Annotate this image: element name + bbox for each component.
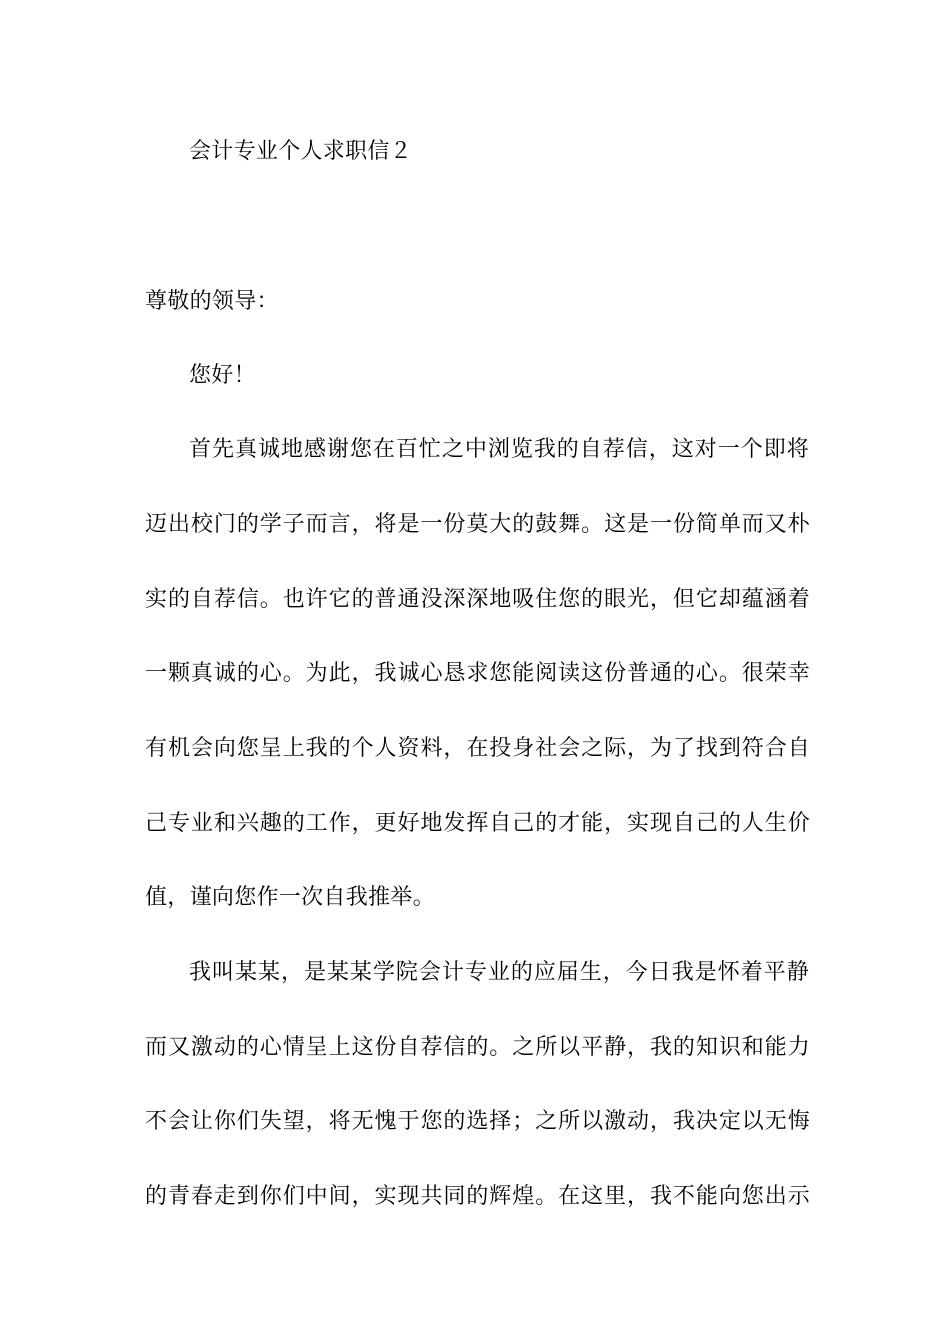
body-line: 我叫某某，是某某学院会计专业的应届生，今日我是怀着平静	[189, 960, 809, 985]
salutation: 尊敬的领导：	[145, 289, 279, 314]
body-line: 有机会向您呈上我的个人资料，在投身社会之际，为了找到符合自	[145, 736, 810, 761]
body-line: 首先真诚地感谢您在百忙之中浏览我的自荐信，这对一个即将	[189, 437, 809, 462]
body-line: 的青春走到你们中间，实现共同的辉煌。在这里，我不能向您出示	[145, 1184, 810, 1209]
body-line: 一颗真诚的心。为此，我诚心恳求您能阅读这份普通的心。很荣幸	[145, 661, 810, 686]
body-line: 实的自荐信。也许它的普通没深深地吸住您的眼光，但它却蕴涵着	[145, 587, 810, 612]
body-line: 己专业和兴趣的工作，更好地发挥自己的才能，实现自己的人生价	[145, 811, 810, 836]
body-line: 而又激动的心情呈上这份自荐信的。之所以平静，我的知识和能力	[145, 1035, 810, 1060]
body-line: 值，谨向您作一次自我推举。	[145, 885, 435, 910]
document-title: 会计专业个人求职信２	[189, 139, 413, 164]
body-line: 不会让你们失望，将无愧于您的选择；之所以激动，我决定以无悔	[145, 1109, 810, 1134]
greeting: 您好！	[189, 363, 256, 388]
body-line: 迈出校门的学子而言，将是一份莫大的鼓舞。这是一份简单而又朴	[145, 512, 810, 537]
